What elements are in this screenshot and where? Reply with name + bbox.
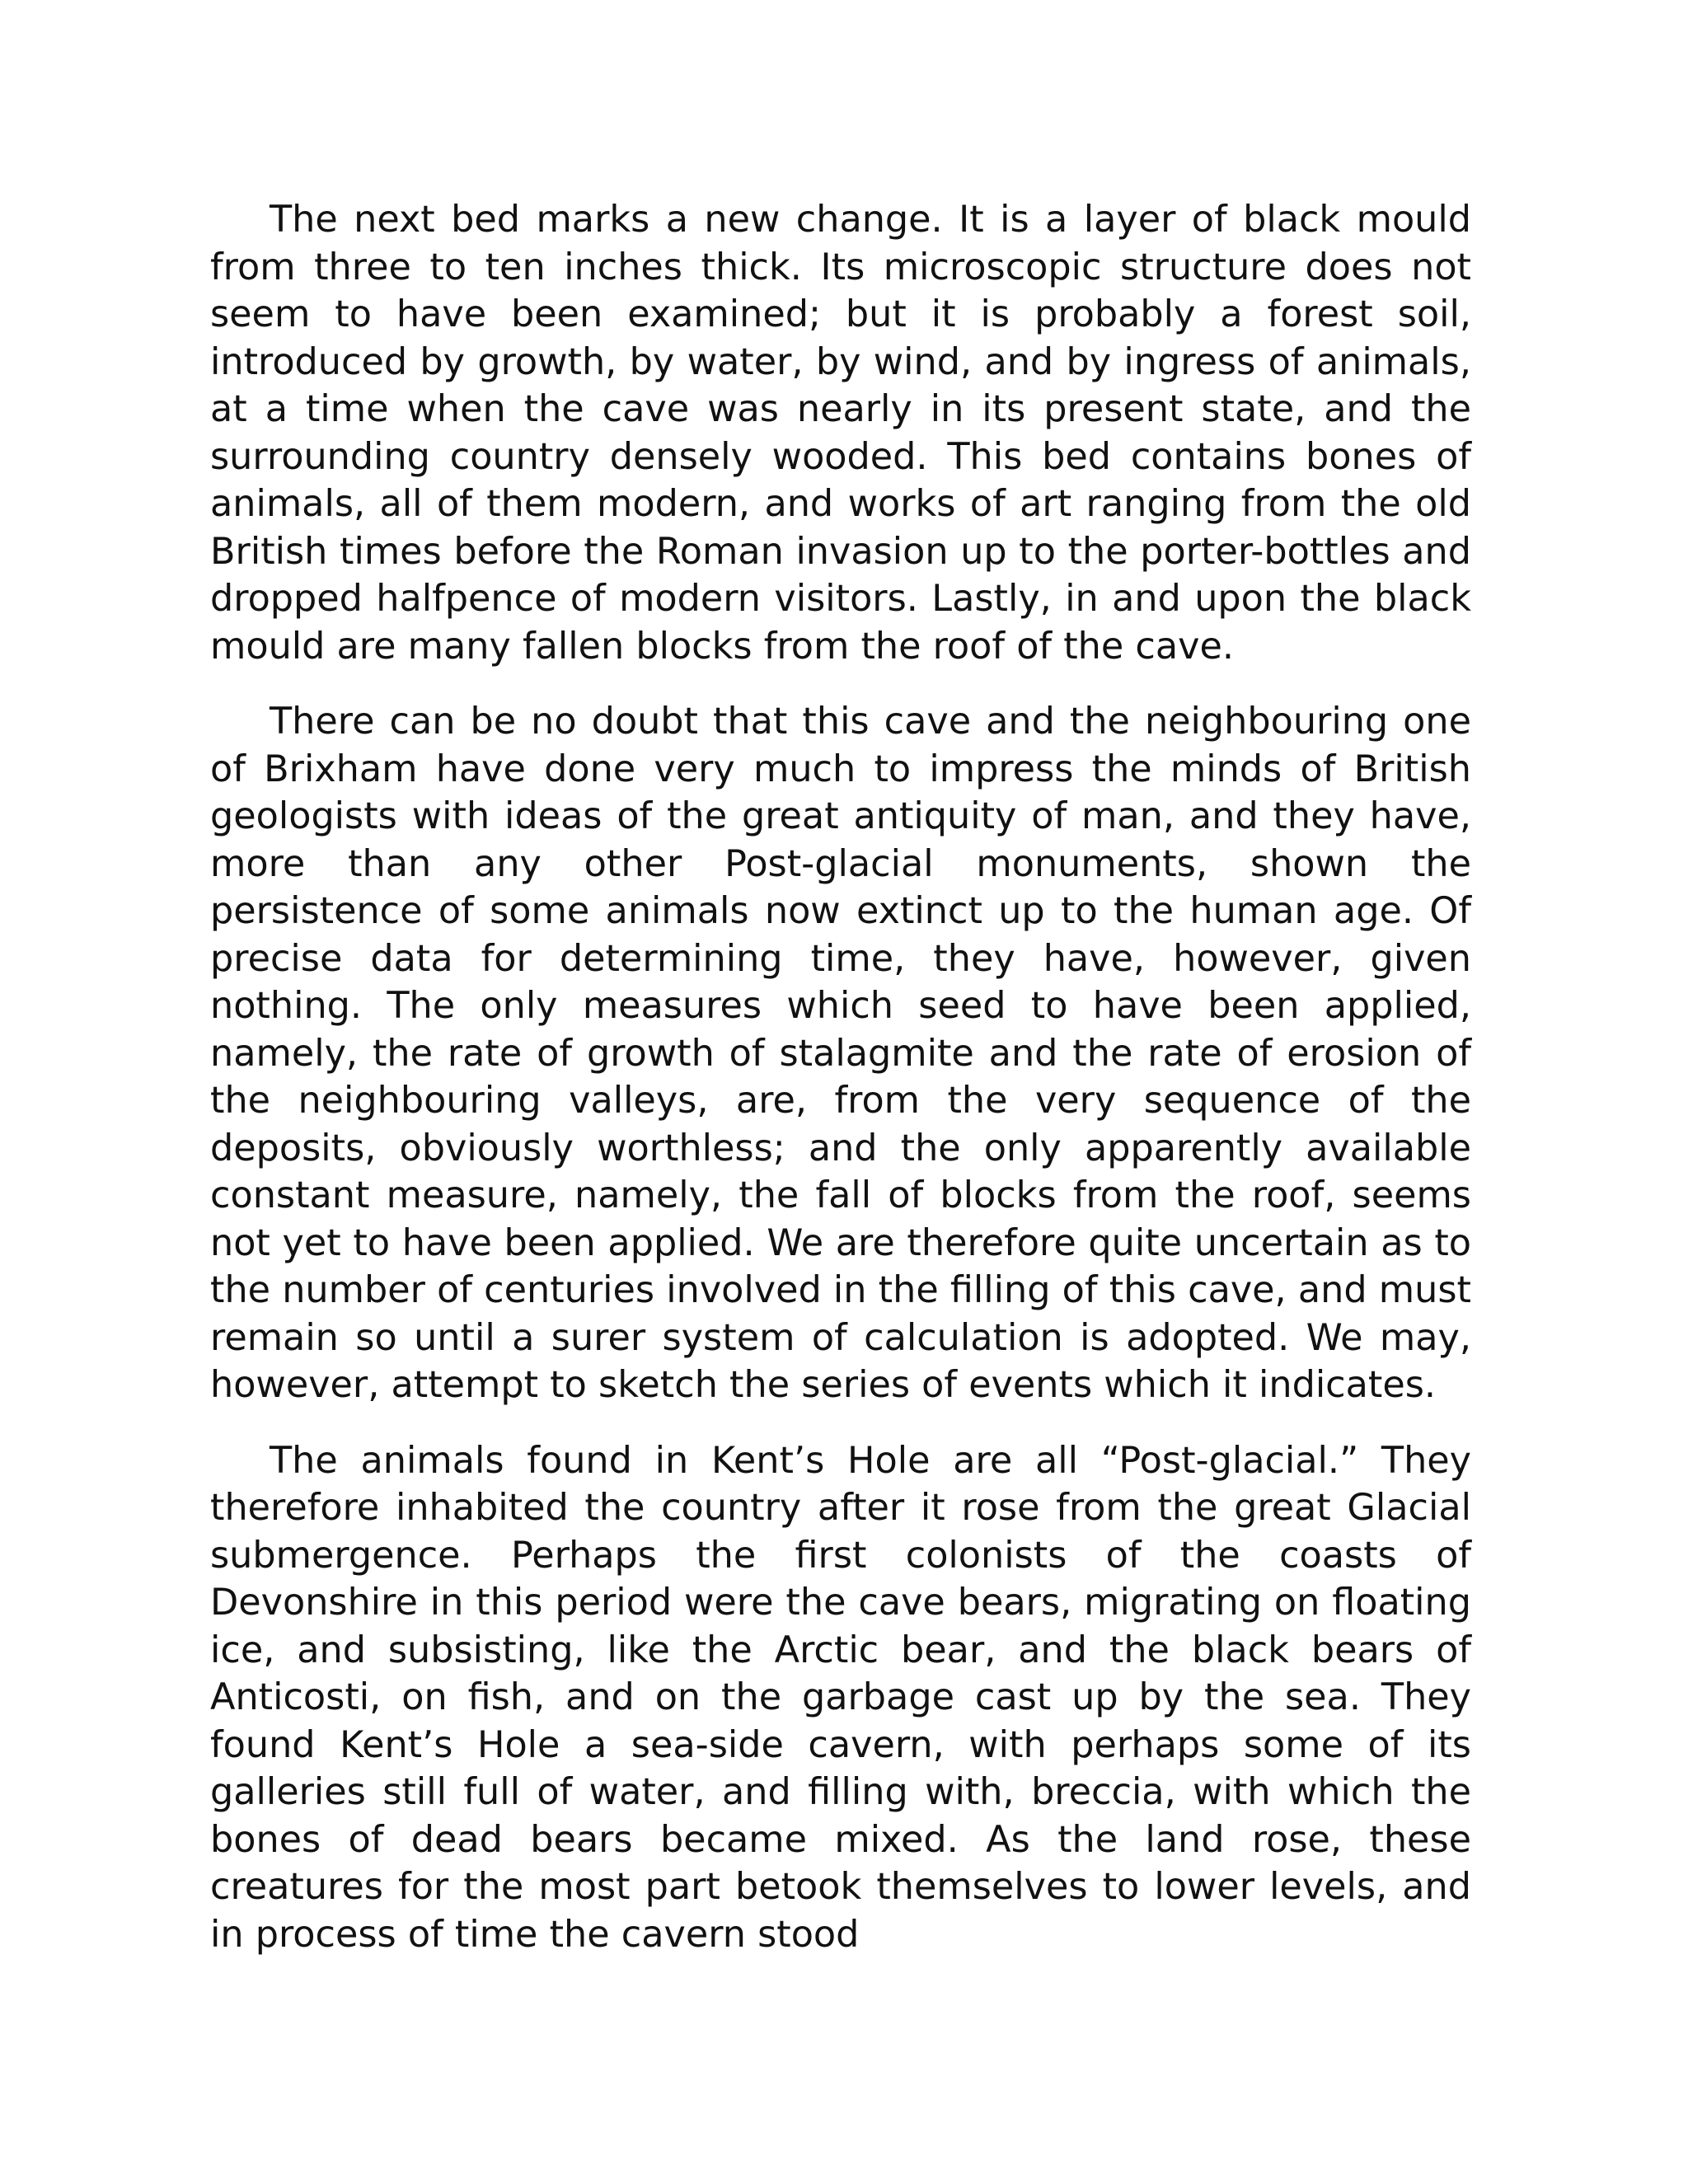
paragraph-post-glacial-animals: The animals found in Kent’s Hole are all “Post-glacial.” They therefore inhabited the country after it rose from the great Glacial submergence. Perhaps the first colonists of the coasts of Devonshire in this period were the cave bears, migrating on floating ice, and subsisting, like the Arctic bear, and the black bears of Anticosti, on fish, and on the garbage cast up by the sea. They found Kent’s Hole a sea-side cavern, with perhaps some of its galleries still full of water, and filling with, breccia, with which the bones of dead bears became mixed. As the land rose, these creatures for the most part betook themselves to lower levels, and in process of time the cavern stood [210,1439,1471,1956]
body-text [210,196,1471,1986]
paragraph-antiquity-of-man: There can be no doubt that this cave and the neighbouring one of Brixham have done very much to impress the minds of British geologists with ideas of the great antiquity of man, and they have, more than any other Post-glacial monuments, shown the persistence of some animals now extinct up to the human age. Of precise data for determining time, they have, however, given nothing. The only measures which seed to have been applied, namely, the rate of growth of stalagmite and the rate of erosion of the neighbouring valleys, are, from the very sequence of the deposits, obviously worthless; and the only apparently available constant measure, namely, the fall of blocks from the roof, seems not yet to have been applied. We are therefore quite uncertain as to the number of centuries involved in the filling of this cave, and must remain so until a surer system of calculation is adopted. We may, however, attempt to sketch the series of events which it indicates. [210,701,1471,1406]
paragraph-black-mould: The next bed marks a new change. It is a layer of black mould from three to ten inches thick. Its microscopic structure does not seem to have been examined; but it is probably a forest soil, introduced by growth, by water, by wind, and by ingress of animals, at a time when the cave was nearly in its present state, and the surrounding country densely wooded. This bed contains bones of animals, all of them modern, and works of art ranging from the old British times before the Roman invasion up to the porter-bottles and dropped halfpence of modern visitors. Lastly, in and upon the black mould are many fallen blocks from the roof of the cave. [210,199,1471,668]
